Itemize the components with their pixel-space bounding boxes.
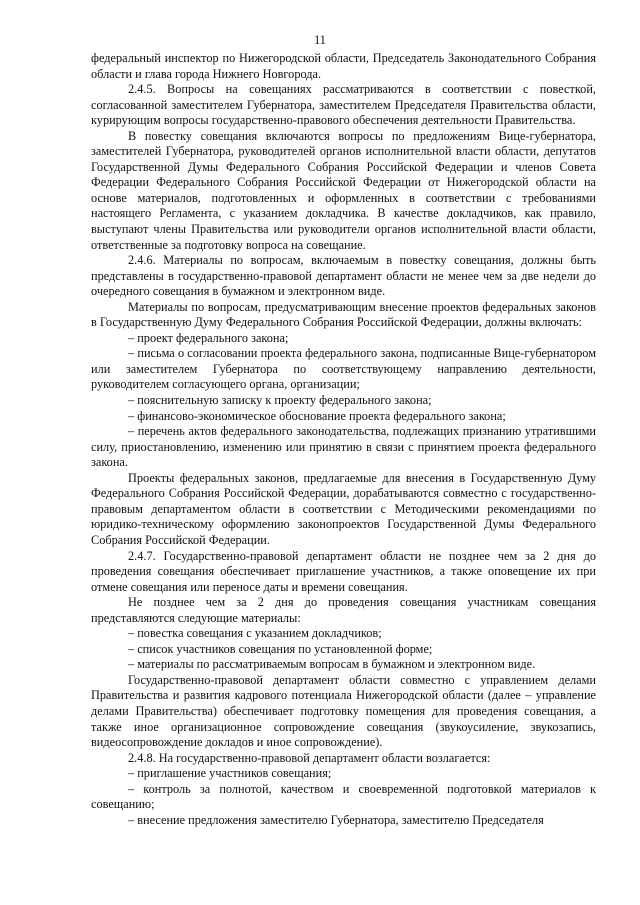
list-item: – список участников совещания по установленной форме;	[128, 641, 433, 656]
list-item: – приглашение участников совещания;	[128, 766, 332, 781]
paragraph: 2.4.5. Вопросы на совещаниях рассматриваются в соответствии с повесткой, согласованной заместителем Губернатора, заместителем Председателя Правительства области, курирующим вопросы государственно-правового обеспечения деятельности Правительства.	[91, 82, 596, 128]
paragraph: Государственно-правовой департамент области совместно с управлением делами Правительства и развития кадрового потенциала Нижегородской области (далее – управление делами Правительства) обеспечивает подготовку помещения для проведения совещания, а также иное организационное сопровождение совещания (звукоусиление, звукозапись, видеосопровождение докладов и иное сопровождение).	[91, 672, 596, 750]
paragraph: 2.4.6. Материалы по вопросам, включаемым в повестку совещания, должны быть представлены в государственно-правовой департамент области не менее чем за две недели до очередного совещания в бумажном и электронном виде.	[91, 253, 596, 299]
list-item: – проект федерального закона;	[128, 330, 289, 345]
list-item: – пояснительную записку к проекту федерального закона;	[128, 393, 432, 408]
list-item: – материалы по рассматриваемым вопросам в бумажном и электронном виде.	[128, 657, 536, 672]
paragraph: федеральный инспектор по Нижегородской области, Председатель Законодательного Собрания области и глава города Нижнего Новгорода.	[91, 51, 596, 81]
page-number: 11	[314, 33, 326, 47]
paragraph: Проекты федеральных законов, предлагаемые для внесения в Государственную Думу Федерального Собрания Российской Федерации, дорабатываются совместно с государственно-правовым департаментом области в соответствии с Методическими рекомендациями по юридико-техническому оформлению законопроектов Государственной Думы Федерального Собрания Российской Федерации.	[91, 470, 596, 547]
paragraph: В повестку совещания включаются вопросы по предложениям Вице-губернатора, заместителей Губернатора, руководителей органов исполнительной власти области, депутатов Государственной Думы Федерального Собрания Российской Федерации и членов Совета Федерации Федерального Собрания Российской Федерации от Нижегородской области на основе материалов, подготовленных и оформленных в соответствии с требованиями настоящего Регламента, с указанием докладчика. В качестве докладчиков, как правило, выступают члены Правительства или руководители органов исполнительной власти области, ответственные за подготовку вопроса на совещание.	[91, 128, 596, 252]
list-item: – повестка совещания с указанием докладчиков;	[128, 626, 382, 641]
paragraph: Материалы по вопросам, предусматривающим внесение проектов федеральных законов в Государственную Думу Федерального Собрания Российской Федерации, должны включать:	[91, 299, 596, 330]
paragraph: 2.4.8. На государственно-правовой департамент области возлагается:	[128, 750, 491, 765]
document-body	[91, 51, 596, 828]
paragraph: Не позднее чем за 2 дня до проведения совещания участникам совещания представляются следующие материалы:	[91, 595, 596, 625]
list-item: – финансово-экономическое обоснование проекта федерального закона;	[128, 408, 506, 423]
list-item: – письма о согласовании проекта федерального закона, подписанные Вице-губернатором или заместителем Губернатора по соответствующему направлению деятельности, руководителем согласующего органа, организации;	[91, 346, 596, 392]
list-item: – внесение предложения заместителю Губернатора, заместителю Председателя	[128, 812, 544, 827]
paragraph: 2.4.7. Государственно-правовой департамент области не позднее чем за 2 дня до проведения совещания обеспечивает приглашение участников, а также оповещение их при отмене совещания или переносе даты и времени совещания.	[91, 548, 596, 594]
list-item: – перечень актов федерального законодательства, подлежащих признанию утратившими силу, приостановлению, изменению или принятию в связи с принятием проекта федерального закона.	[91, 424, 596, 470]
list-item: – контроль за полнотой, качеством и своевременной подготовкой материалов к совещанию;	[91, 781, 596, 812]
